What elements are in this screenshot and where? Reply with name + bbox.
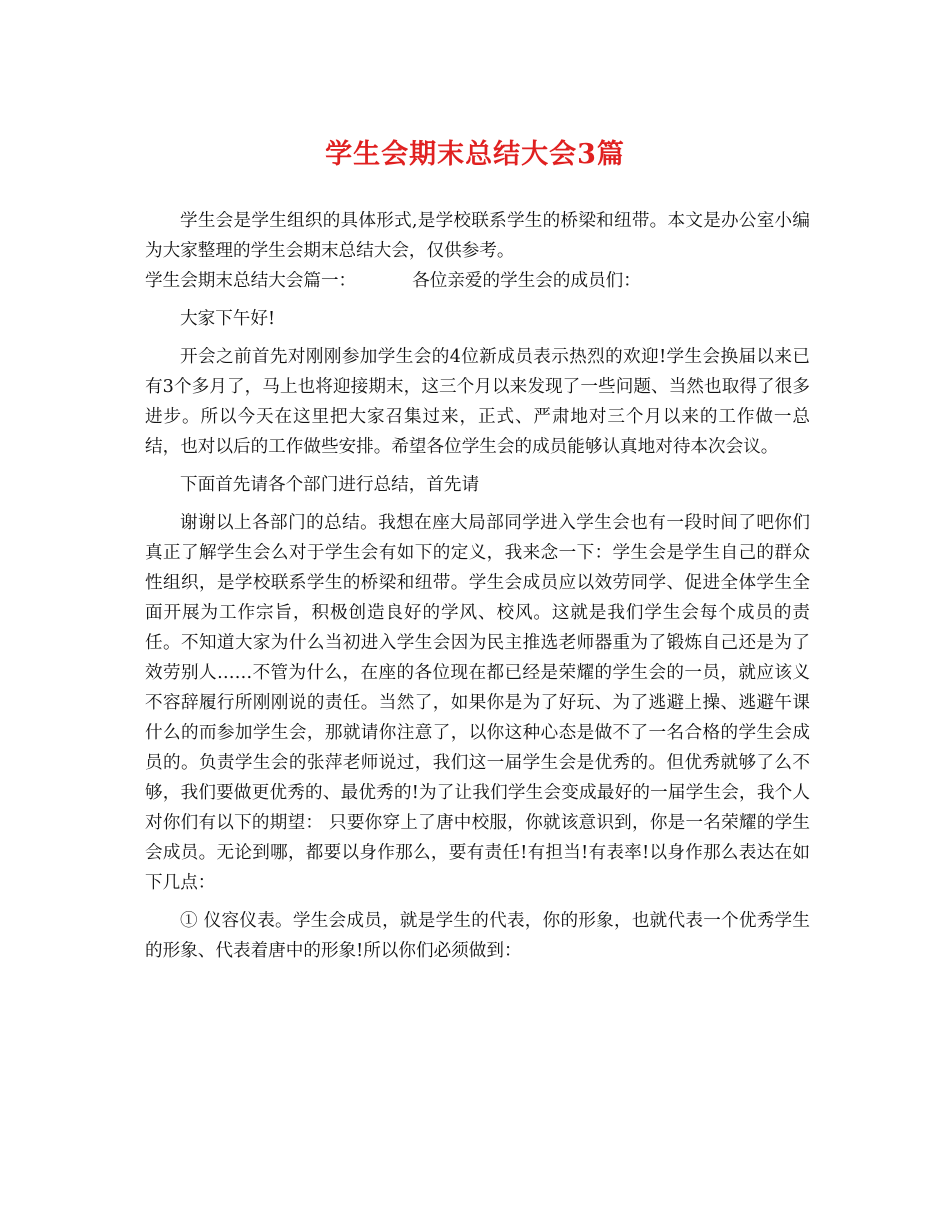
section-heading: 学生会期末总结大会篇一： — [145, 271, 357, 291]
paragraph-department-summary: 下面首先请各个部门进行总结，首先请 — [180, 475, 480, 495]
paragraph-main: 谢谢以上各部门的总结。我想在座大局部同学进入学生会也有一段时间了吧你们真正了解学生会么对于学生会有如下的定义，我来念一下：学生会是学生自己的群众性组织，是学校联系学生的桥梁和纽带。学生会成员应以效劳同学、促进全体学生全面开展为工作宗旨，积极创造良好的学风、校风。这就是我们学生会每个成员的责任。不知道大家为什么当初进入学生会因为民主推选老师器重为了锻炼自己还是为了效劳别人……不管为什么，在座的各位现在都已经是荣耀的学生会的一员，就应该义不容辞履行所刚刚说的责任。当然了，如果你是为了好玩、为了逃避上操、逃避午课什么的而参加学生会，那就请你注意了，以你这种心态是做不了一名合格的学生会成员的。负责学生会的张萍老师说过，我们这一届学生会是优秀的。但优秀就够了么不够，我们要做更优秀的、最优秀的!为了让我们学生会变成最好的一届学生会，我个人对你们有以下的期望： 只要你穿上了唐中校服，你就该意识到，你是一名荣耀的学生会成员。无论到哪，都要以身作那么，要有责任!有担当!有表率!以身作那么表达在如下几点： — [145, 513, 810, 893]
paragraph-appearance: ① 仪容仪表。学生会成员，就是学生的代表，你的形象，也就代表一个优秀学生的形象、代表着唐中的形象!所以你们必须做到： — [145, 911, 810, 961]
greeting: 大家下午好! — [180, 309, 276, 329]
section-heading-row — [145, 266, 810, 296]
document-title: 学生会期末总结大会3篇 — [325, 139, 625, 170]
intro-paragraph: 学生会是学生组织的具体形式,是学校联系学生的桥梁和纽带。本文是办公室小编为大家整理的学生会期末总结大会，仅供参考。 — [145, 211, 810, 261]
document-body — [145, 206, 810, 966]
paragraph-opening: 开会之前首先对刚刚参加学生会的4位新成员表示热烈的欢迎!学生会换届以来已有3个多月了，马上也将迎接期末，这三个月以来发现了一些问题、当然也取得了很多进步。所以今天在这里把大家召集过来，正式、严肃地对三个月以来的工作做一总结，也对以后的工作做些安排。希望各位学生会的成员能够认真地对待本次会议。 — [145, 347, 810, 457]
salutation: 各位亲爱的学生会的成员们： — [412, 271, 641, 291]
